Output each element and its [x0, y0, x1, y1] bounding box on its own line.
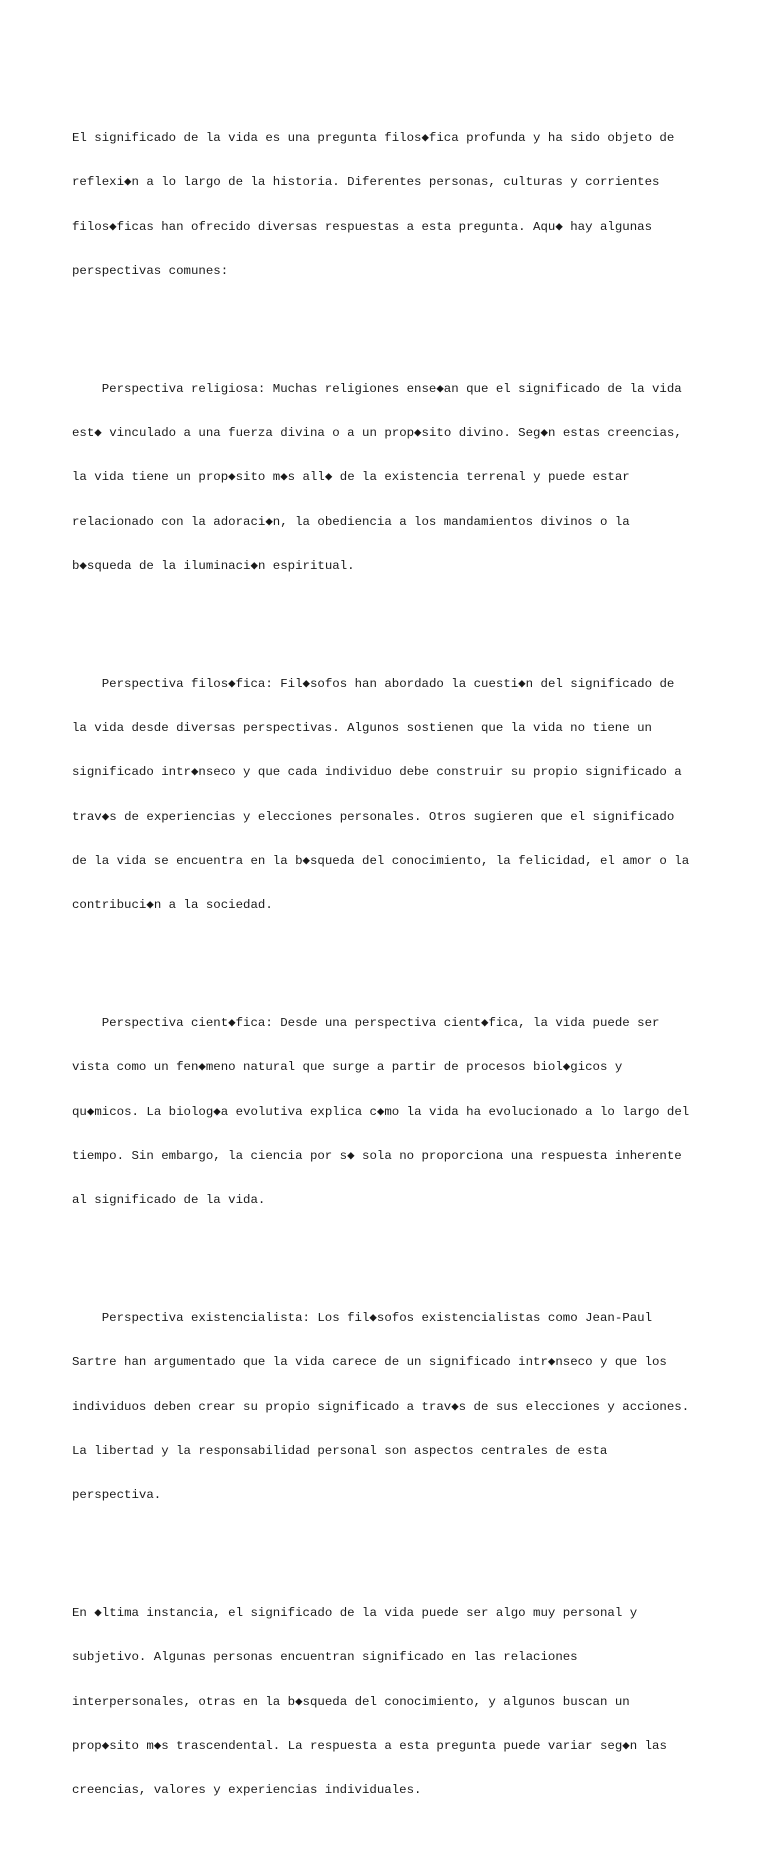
text-line: En ◆ltima instancia, el significado de la vida puede ser algo muy personal y: [72, 1606, 638, 1620]
text-line: individuos deben crear su propio significado a trav◆s de sus elecciones y acciones.: [72, 1399, 690, 1414]
paragraph-existentialist: [72, 1282, 712, 1533]
text-line: Perspectiva filos◆fica: Fil◆sofos han abordado la cuesti◆n del significado de: [72, 676, 675, 691]
text-line: Perspectiva religiosa: Muchas religiones ense◆an que el significado de la vida: [72, 381, 682, 396]
paragraph-philosophical: [72, 647, 712, 942]
text-line: vista como un fen◆meno natural que surge a partir de procesos biol◆gicos y: [72, 1060, 623, 1075]
text-line: La libertad y la responsabilidad personal son aspectos centrales de esta: [72, 1443, 608, 1458]
text-line: la vida tiene un prop◆sito m◆s all◆ de la existencia terrenal y puede estar: [72, 470, 630, 485]
paragraph-intro: [72, 102, 712, 309]
text-line: Sartre han argumentado que la vida carece de un significado intr◆nseco y que los: [72, 1355, 667, 1370]
text-line: interpersonales, otras en la b◆squeda del conocimiento, y algunos buscan un: [72, 1694, 630, 1709]
text-line: la vida desde diversas perspectivas. Algunos sostienen que la vida no tiene un: [72, 721, 652, 735]
text-line: perspectivas comunes:: [72, 263, 229, 278]
text-line: filos◆ficas han ofrecido diversas respuestas a esta pregunta. Aqu◆ hay algunas: [72, 219, 653, 234]
text-line: qu◆micos. La biolog◆a evolutiva explica c◆mo la vida ha evolucionado a lo largo del: [72, 1104, 690, 1119]
text-line: contribuci◆n a la sociedad.: [72, 898, 273, 912]
text-line: Perspectiva cient◆fica: Desde una perspectiva cient◆fica, la vida puede ser: [72, 1016, 660, 1030]
text-line: reflexi◆n a lo largo de la historia. Diferentes personas, culturas y corrientes: [72, 175, 660, 190]
text-line: relacionado con la adoraci◆n, la obediencia a los mandamientos divinos o la: [72, 514, 630, 529]
text-line: significado intr◆nseco y que cada individuo debe construir su propio significado a: [72, 765, 682, 780]
text-line: est◆ vinculado a una fuerza divina o a un prop◆sito divino. Seg◆n estas creencias,: [72, 426, 682, 440]
paragraph-conclusion: [72, 1577, 712, 1828]
text-line: prop◆sito m◆s trascendental. La respuesta a esta pregunta puede variar seg◆n las: [72, 1738, 667, 1753]
paragraph-scientific: [72, 987, 712, 1238]
text-line: perspectiva.: [72, 1488, 162, 1502]
text-line: de la vida se encuentra en la b◆squeda del conocimiento, la felicidad, el amor o la: [72, 853, 690, 868]
text-line: subjetivo. Algunas personas encuentran significado en las relaciones: [72, 1650, 578, 1665]
text-line: creencias, valores y experiencias individuales.: [72, 1783, 422, 1797]
text-line: trav◆s de experiencias y elecciones personales. Otros sugieren que el significado: [72, 809, 675, 824]
text-line: al significado de la vida.: [72, 1193, 266, 1207]
text-line: b◆squeda de la iluminaci◆n espiritual.: [72, 558, 355, 573]
text-line: Perspectiva existencialista: Los fil◆sofos existencialistas como Jean-Paul: [72, 1311, 653, 1325]
document-body: [72, 72, 712, 1857]
text-line: tiempo. Sin embargo, la ciencia por s◆ sola no proporciona una respuesta inherente: [72, 1148, 682, 1163]
text-line: El significado de la vida es una pregunta filos◆fica profunda y ha sido objeto de: [72, 131, 675, 145]
paragraph-religious: [72, 352, 712, 603]
